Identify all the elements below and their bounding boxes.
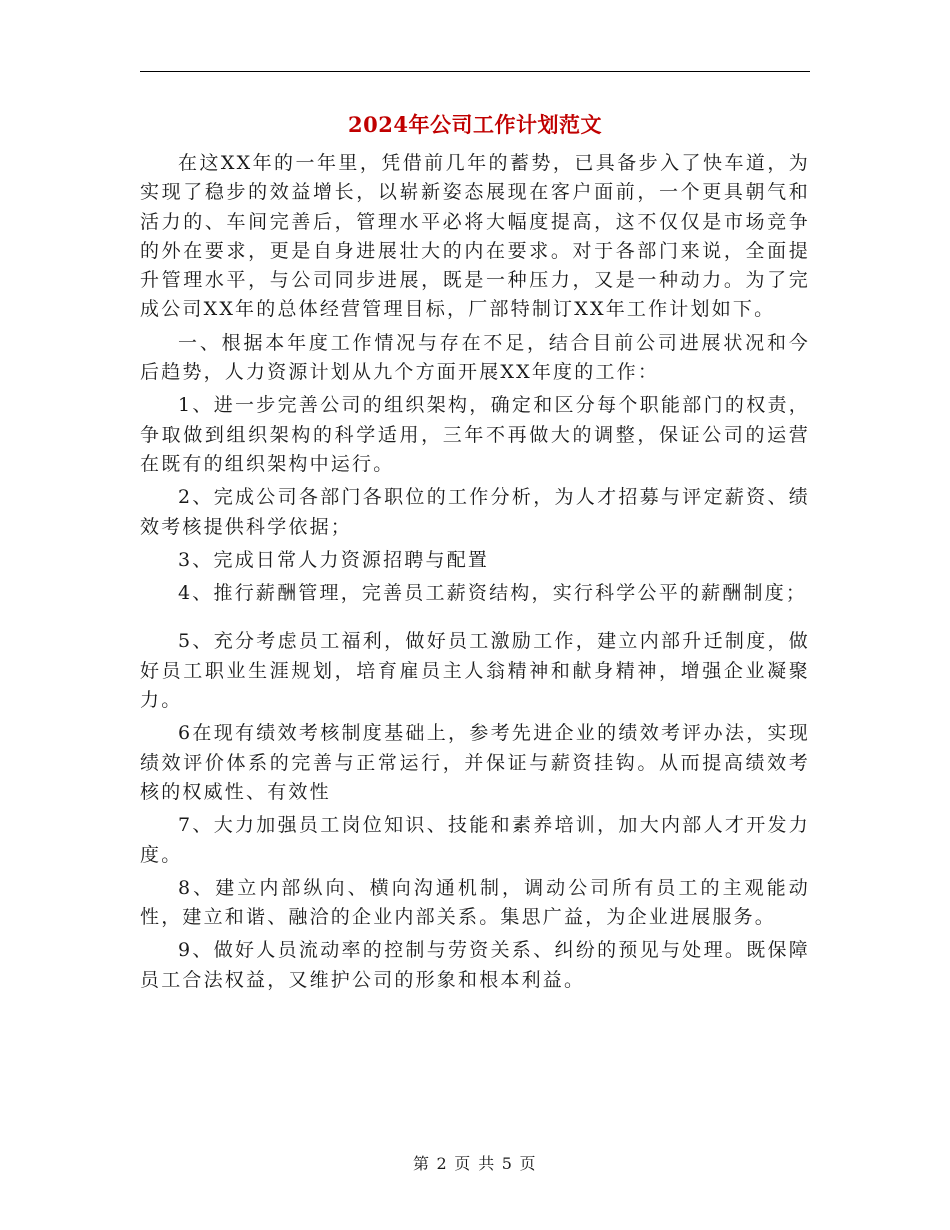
section-one-paragraph: 一、根据本年度工作情况与存在不足，结合目前公司进展状况和今后趋势，人力资源计划从九个方面开展XX年度的工作： (140, 331, 810, 384)
item-9-paragraph: 9、做好人员流动率的控制与劳资关系、纠纷的预见与处理。既保障员工合法权益，又维护公司的形象和根本利益。 (140, 939, 810, 991)
document-body (140, 149, 810, 995)
header-rule (140, 71, 810, 72)
intro-paragraph: 在这XX年的一年里，凭借前几年的蓄势，已具备步入了快车道，为实现了稳步的效益增长，以崭新姿态展现在客户面前，一个更具朝气和活力的、车间完善后，管理水平必将大幅度提高，这不仅仅是市场竞争的外在要求，更是自身进展壮大的内在要求。对于各部门来说，全面提升管理水平，与公司同步进展，既是一种压力，又是一种动力。为了完成公司XX年的总体经营管理目标，厂部特制订XX年工作计划如下。 (140, 152, 810, 321)
item-1-paragraph: 1、进一步完善公司的组织架构，确定和区分每个职能部门的权责，争取做到组织架构的科学适用，三年不再做大的调整，保证公司的运营在既有的组织架构中运行。 (140, 394, 810, 475)
footer-middle: 页 共 (454, 1154, 496, 1173)
page-footer (140, 1153, 810, 1175)
footer-total-pages: 5 (501, 1154, 514, 1173)
item-5-paragraph: 5、充分考虑员工福利，做好员工激励工作，建立内部升迁制度，做好员工职业生涯规划，培育雇员主人翁精神和献身精神，增强企业凝聚力。 (140, 630, 810, 712)
item-6-paragraph: 6在现有绩效考核制度基础上，参考先进企业的绩效考评办法，实现绩效评价体系的完善与正常运行，并保证与薪资挂钩。从而提高绩效考核的权威性、有效性 (140, 722, 810, 803)
item-4-paragraph: 4、推行薪酬管理，完善员工薪资结构，实行科学公平的薪酬制度； (178, 582, 808, 605)
item-8-paragraph: 8、建立内部纵向、横向沟通机制，调动公司所有员工的主观能动性，建立和谐、融洽的企业内部关系。集思广益，为企业进展服务。 (140, 876, 810, 929)
footer-suffix: 页 (519, 1154, 537, 1173)
document-title: 2024年公司工作计划范文 (348, 112, 602, 137)
footer-current-page: 2 (436, 1154, 449, 1173)
item-2-paragraph: 2、完成公司各部门各职位的工作分析，为人才招募与评定薪资、绩效考核提供科学依据； (140, 486, 810, 538)
item-3-paragraph: 3、完成日常人力资源招聘与配置 (178, 548, 490, 571)
footer-prefix: 第 (413, 1154, 431, 1173)
item-7-paragraph: 7、大力加强员工岗位知识、技能和素养培训，加大内部人才开发力度。 (140, 814, 810, 866)
